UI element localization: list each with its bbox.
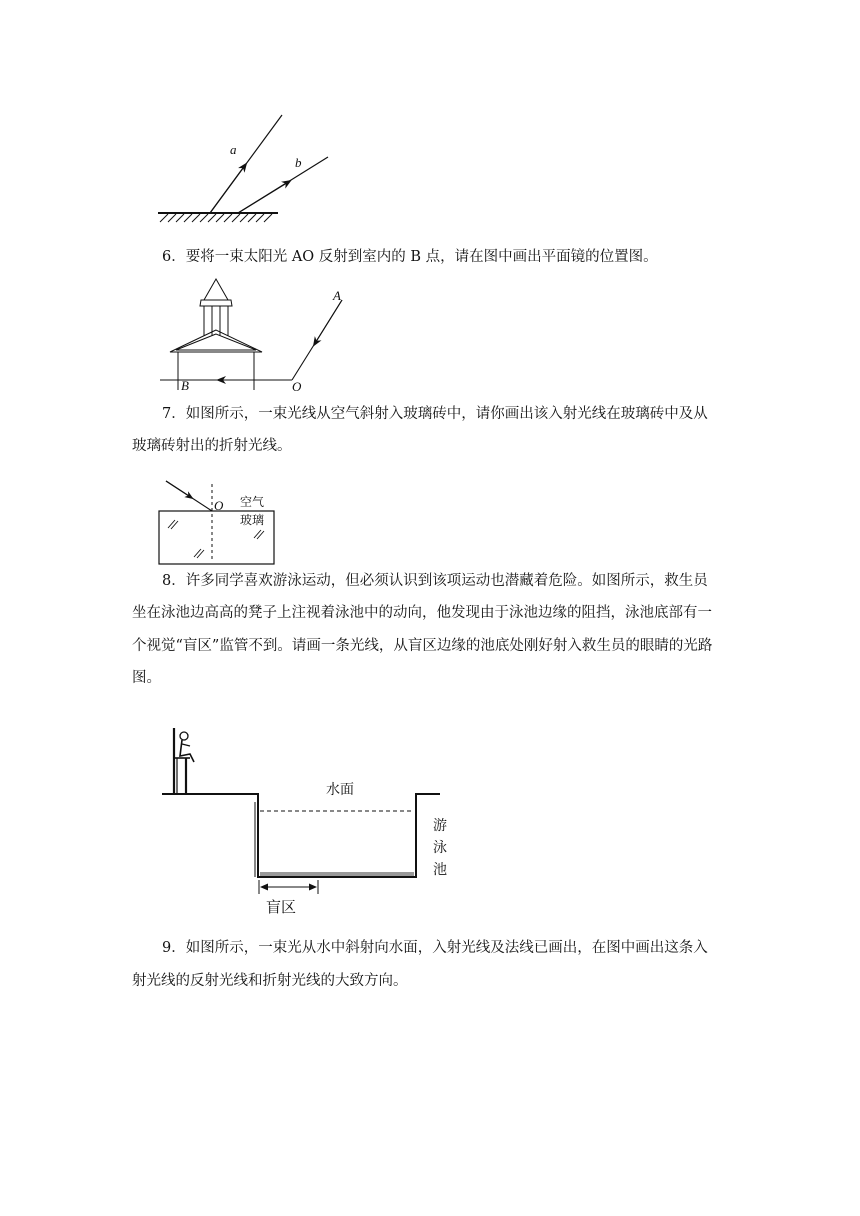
label-A: A [333, 288, 341, 303]
label-water-surface: 水面 [326, 782, 354, 798]
label-air: 空气 [240, 495, 265, 509]
pool-outline [162, 794, 440, 877]
mirror-hatching [160, 214, 272, 222]
ray-a-arrow [210, 164, 246, 213]
ray-AO-arrow [314, 300, 342, 345]
reflection-figure [150, 110, 350, 230]
glass-brick-figure [158, 476, 288, 566]
question-7-line-2: 玻璃砖射出的折射光线。 [132, 438, 292, 454]
label-b: b [295, 155, 302, 170]
label-pool-1: 游 [433, 818, 447, 834]
label-pool-2: 泳 [433, 840, 447, 856]
label-pool-3: 池 [433, 862, 447, 878]
house [170, 279, 262, 390]
label-a: a [230, 142, 237, 157]
incident-ray-arrow [166, 481, 192, 498]
label-blind-zone: 盲区 [266, 898, 297, 916]
label-O: O [214, 498, 224, 513]
label-B: B [181, 378, 189, 393]
question-8-line-4: 图。 [132, 670, 161, 686]
question-9-line-2: 射光线的反射光线和折射光线的大致方向。 [132, 973, 408, 989]
question-6: 6．要将一束太阳光 AO 反射到室内的 B 点，请在图中画出平面镜的位置图。 [162, 249, 658, 265]
swimming-pool-figure [160, 722, 480, 922]
question-8-line-3: 个视觉“盲区”监管不到。请画一条光线，从盲区边缘的池底处刚好射入救生员的眼睛的光路 [132, 638, 713, 654]
house-figure [160, 278, 360, 398]
question-9-line-1: 9．如图所示，一束光从水中斜射向水面，入射光线及法线已画出，在图中画出这条入 [162, 940, 708, 956]
lifeguard [174, 728, 194, 794]
label-glass: 玻璃 [240, 513, 265, 527]
question-8-line-2: 坐在泳池边高高的凳子上注视着泳池中的动向，他发现由于泳池边缘的阻挡，泳池底部有一 [132, 605, 712, 621]
question-7-line-1: 7．如图所示，一束光线从空气斜射入玻璃砖中，请你画出该入射光线在玻璃砖中及从 [162, 406, 708, 422]
question-8-line-1: 8．许多同学喜欢游泳运动，但必须认识到该项运动也潜藏着危险。如图所示，救生员 [162, 573, 708, 589]
ray-b-arrow [238, 181, 290, 213]
label-O: O [292, 379, 302, 394]
